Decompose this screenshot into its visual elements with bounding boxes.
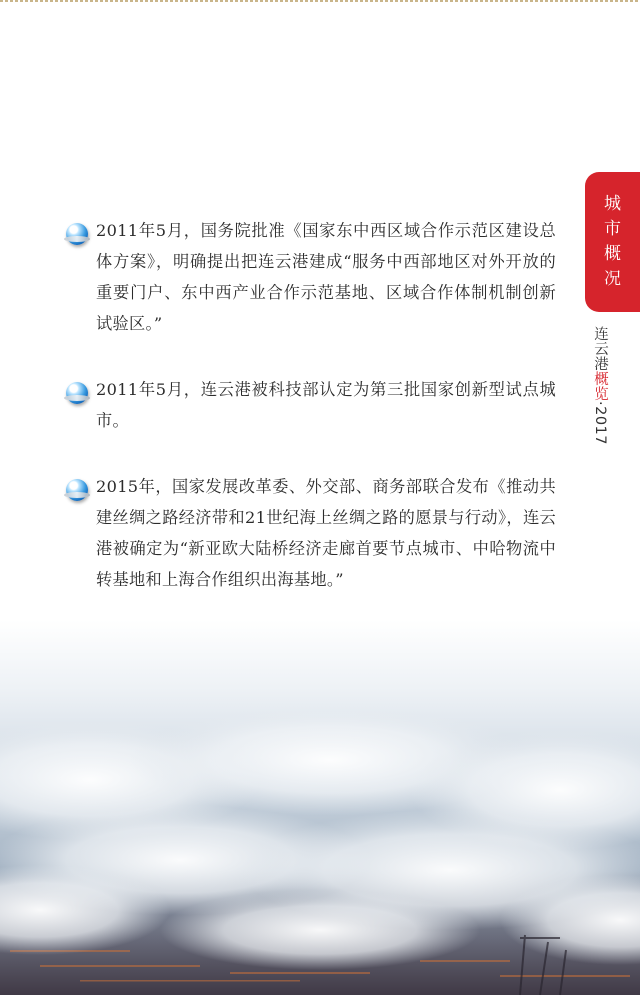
section-tab[interactable]: [585, 172, 640, 312]
list-item: [64, 471, 556, 595]
cloud-city-photo: [0, 620, 640, 995]
list-item-text: 2015年，国家发展改革委、外交部、商务部联合发布《推动共建丝绸之路经济带和21世纪海上丝绸之路的愿景与行动》，连云港被确定为“新亚欧大陆桥经济走廊首要节点城市、中哈物流中转基地和上海合作组织出海基地。”: [96, 477, 556, 589]
list-item: [64, 374, 556, 436]
publication-title: [590, 326, 611, 445]
section-tab-char: 况: [604, 269, 621, 289]
publication-title-year: ·2017: [592, 401, 608, 446]
globe-bullet-icon: [66, 223, 88, 245]
section-tab-char: 城: [604, 194, 621, 214]
content-list: [64, 215, 556, 595]
list-item-text: 2011年5月，国务院批准《国家东中西区域合作示范区建设总体方案》，明确提出把连云港建成“服务中西部地区对外开放的重要门户、东中西产业合作示范基地、区域合作体制机制创新试验区。”: [96, 221, 556, 333]
section-tab-char: 市: [604, 219, 621, 239]
publication-title-city: 连云港: [592, 326, 608, 371]
section-tab-char: 概: [604, 244, 621, 264]
publication-title-overview: 概览: [592, 371, 608, 401]
cloud-city-illustration: [0, 620, 640, 995]
globe-bullet-icon: [66, 479, 88, 501]
top-border: [0, 0, 640, 2]
globe-bullet-icon: [66, 382, 88, 404]
list-item: [64, 215, 556, 339]
list-item-text: 2011年5月，连云港被科技部认定为第三批国家创新型试点城市。: [96, 380, 556, 430]
